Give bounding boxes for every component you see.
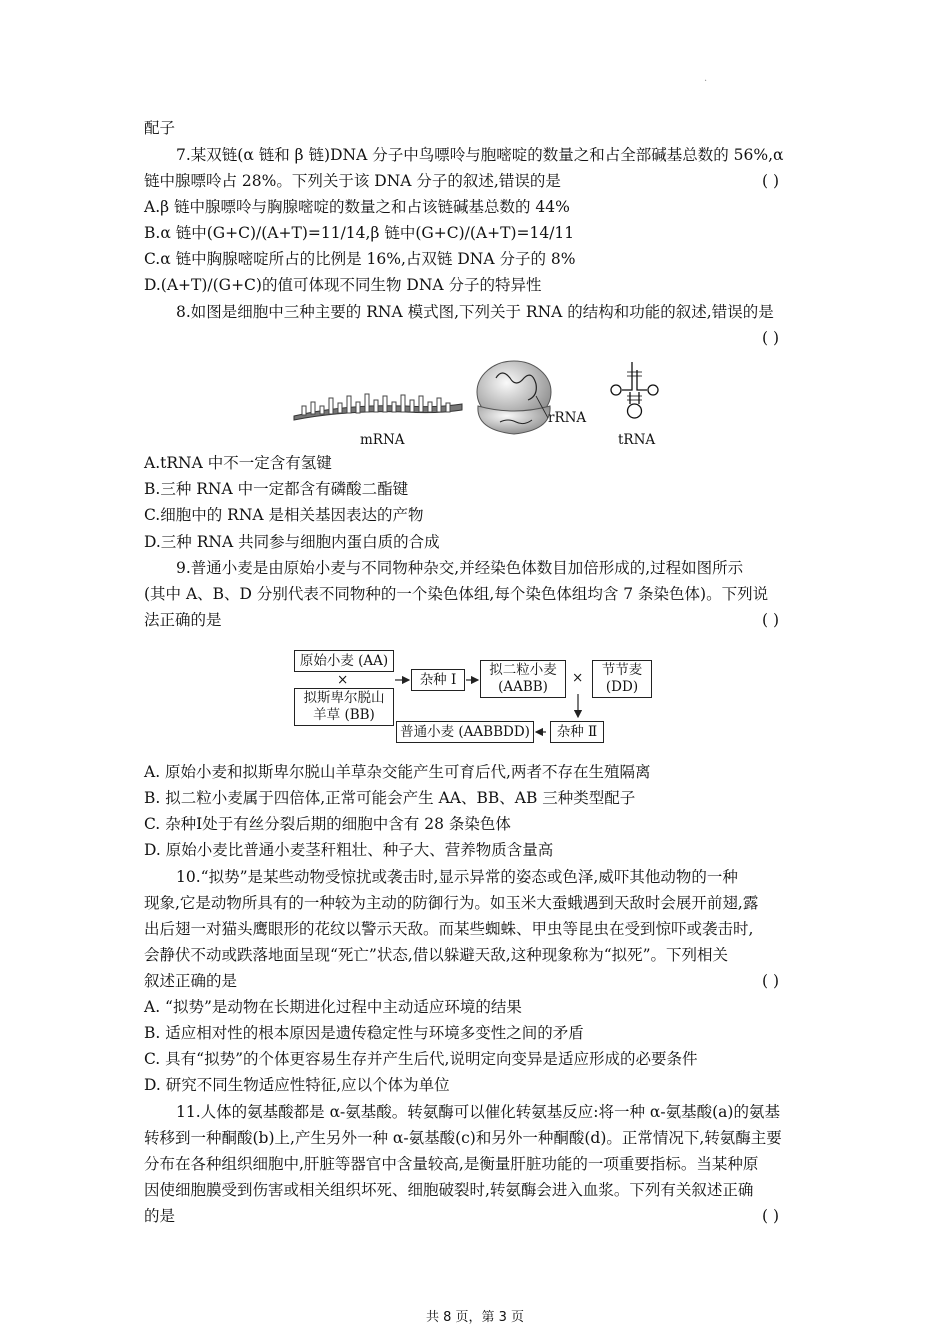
q9-answer-paren[interactable]: ( ) — [762, 611, 780, 629]
goatgrass-line1: 拟斯卑尔脱山 — [303, 690, 385, 706]
jiejie-line1: 节节麦 — [601, 662, 643, 678]
goatgrass-box — [294, 688, 394, 726]
q10-stem-line: 出后翅一对猫头鹰眼形的花纹以警示天敌。而某些蜘蛛、甲虫等昆虫在受到惊吓或袭击时, — [144, 920, 754, 938]
q7-option-d: D.(A+T)/(G+C)的值可体现不同生物 DNA 分子的特异性 — [144, 276, 542, 294]
q9-option-c: C. 杂种Ⅰ处于有丝分裂后期的细胞中含有 28 条染色体 — [144, 815, 511, 833]
tetraploid-line1: 拟二粒小麦 — [489, 662, 557, 678]
page-footer: 共 8 页，第 3 页 — [425, 1310, 525, 1325]
q8-option-c: C.细胞中的 RNA 是相关基因表达的产物 — [144, 506, 424, 524]
text-line: 配子 — [144, 119, 176, 137]
q11-stem-line: 分布在各种组织细胞中,肝脏等器官中含量较高,是衡量肝脏功能的一项重要指标。当某种原 — [144, 1155, 759, 1173]
q10-answer-paren[interactable]: ( ) — [762, 972, 780, 990]
q10-option-b: B. 适应相对性的根本原因是遗传稳定性与环境多变性之间的矛盾 — [144, 1024, 584, 1042]
q8-option-d: D.三种 RNA 共同参与细胞内蛋白质的合成 — [144, 533, 440, 551]
rna-figure — [286, 356, 676, 450]
q7-answer-paren[interactable]: ( ) — [762, 172, 780, 190]
common-wheat-box: 普通小麦 (AABBDD) — [396, 721, 534, 743]
mrna-label: mRNA — [360, 432, 405, 448]
q10-stem-line: 10.“拟势”是某些动物受惊扰或袭击时,显示异常的姿态或色泽,威吓其他动物的一种 — [176, 868, 738, 886]
q10-option-d: D. 研究不同生物适应性特征,应以个体为单位 — [144, 1076, 450, 1094]
tetraploid-wheat-box — [480, 660, 566, 698]
q11-stem-line: 转移到一种酮酸(b)上,产生另外一种 α-氨基酸(c)和另外一种酮酸(d)。正常情况下,转氨酶主要 — [144, 1129, 782, 1147]
q10-option-c: C. 具有“拟势”的个体更容易生存并产生后代,说明定向变异是适应形成的必要条件 — [144, 1050, 698, 1068]
q11-stem-line: 因使细胞膜受到伤害或相关组织坏死、细胞破裂时,转氨酶会进入血浆。下列有关叙述正确 — [144, 1181, 754, 1199]
q10-stem-line: 现象,它是动物所具有的一种较为主动的防御行为。如玉米大蚕蛾遇到天敌时会展开前翅,露 — [144, 894, 759, 912]
q9-option-a: A. 原始小麦和拟斯卑尔脱山羊草杂交能产生可育后代,两者不存在生殖隔离 — [144, 763, 651, 781]
yuanshi-wheat-box: 原始小麦 (AA) — [294, 650, 394, 672]
rrna-label: rRNA — [548, 410, 587, 426]
q8-stem-line: 8.如图是细胞中三种主要的 RNA 模式图,下列关于 RNA 的结构和功能的叙述,错误的是 — [176, 303, 774, 321]
header-mark: · — [704, 76, 708, 87]
q9-stem-line: (其中 A、B、D 分别代表不同物种的一个染色体组,每个染色体组均含 7 条染色体)。下列说 — [144, 585, 769, 603]
q9-stem-line: 法正确的是 — [144, 611, 222, 629]
wheat-flowchart — [292, 648, 664, 748]
trna-label: tRNA — [618, 432, 656, 448]
cross-symbol: × — [337, 672, 349, 688]
q7-option-b: B.α 链中(G+C)/(A+T)=11/14,β 链中(G+C)/(A+T)=14/11 — [144, 224, 575, 242]
q9-stem-line: 9.普通小麦是由原始小麦与不同物种杂交,并经染色体数目加倍形成的,过程如图所示 — [176, 559, 744, 577]
mrna-strand-icon — [294, 394, 462, 420]
ribosome-icon — [477, 361, 551, 434]
goatgrass-line2: 羊草 (BB) — [313, 707, 375, 723]
q11-stem-line: 11.人体的氨基酸都是 α-氨基酸。转氨酶可以催化转氨基反应:将一种 α-氨基酸(a)的氨基 — [176, 1103, 780, 1121]
q11-stem-line: 的是 — [144, 1207, 176, 1225]
q10-stem-line: 会静伏不动或跌落地面呈现“死亡”状态,借以躲避天敌,这种现象称为“拟死”。下列相关 — [144, 946, 729, 964]
q10-stem-line: 叙述正确的是 — [144, 972, 238, 990]
jiejie-line2: (DD) — [605, 679, 639, 695]
q7-stem-line: 链中腺嘌呤占 28%。下列关于该 DNA 分子的叙述,错误的是 — [144, 172, 561, 190]
q10-option-a: A. “拟势”是动物在长期进化过程中主动适应环境的结果 — [144, 998, 522, 1016]
cross-symbol: × — [572, 670, 584, 686]
q9-option-d: D. 原始小麦比普通小麦茎秆粗壮、种子大、营养物质含量高 — [144, 841, 554, 859]
q9-option-b: B. 拟二粒小麦属于四倍体,正常可能会产生 AA、BB、AB 三种类型配子 — [144, 789, 636, 807]
q7-option-a: A.β 链中腺嘌呤与胸腺嘧啶的数量之和占该链碱基总数的 44% — [144, 198, 570, 216]
q7-stem-line: 7.某双链(α 链和 β 链)DNA 分子中鸟嘌呤与胞嘧啶的数量之和占全部碱基总数的 56%,α — [176, 146, 784, 164]
hybrid-2-box: 杂种 Ⅱ — [550, 721, 604, 743]
q8-answer-paren[interactable]: ( ) — [762, 329, 780, 347]
q8-option-b: B.三种 RNA 中一定都含有磷酸二酯键 — [144, 480, 409, 498]
q8-option-a: A.tRNA 中不一定含有氢键 — [144, 454, 332, 472]
jiejie-wheat-box — [592, 660, 652, 698]
hybrid-1-box: 杂种 Ⅰ — [411, 669, 465, 691]
trna-icon — [611, 362, 658, 418]
tetraploid-line2: (AABB) — [498, 679, 548, 695]
q7-option-c: C.α 链中胸腺嘧啶所占的比例是 16%,占双链 DNA 分子的 8% — [144, 250, 576, 268]
q11-answer-paren[interactable]: ( ) — [762, 1207, 780, 1225]
